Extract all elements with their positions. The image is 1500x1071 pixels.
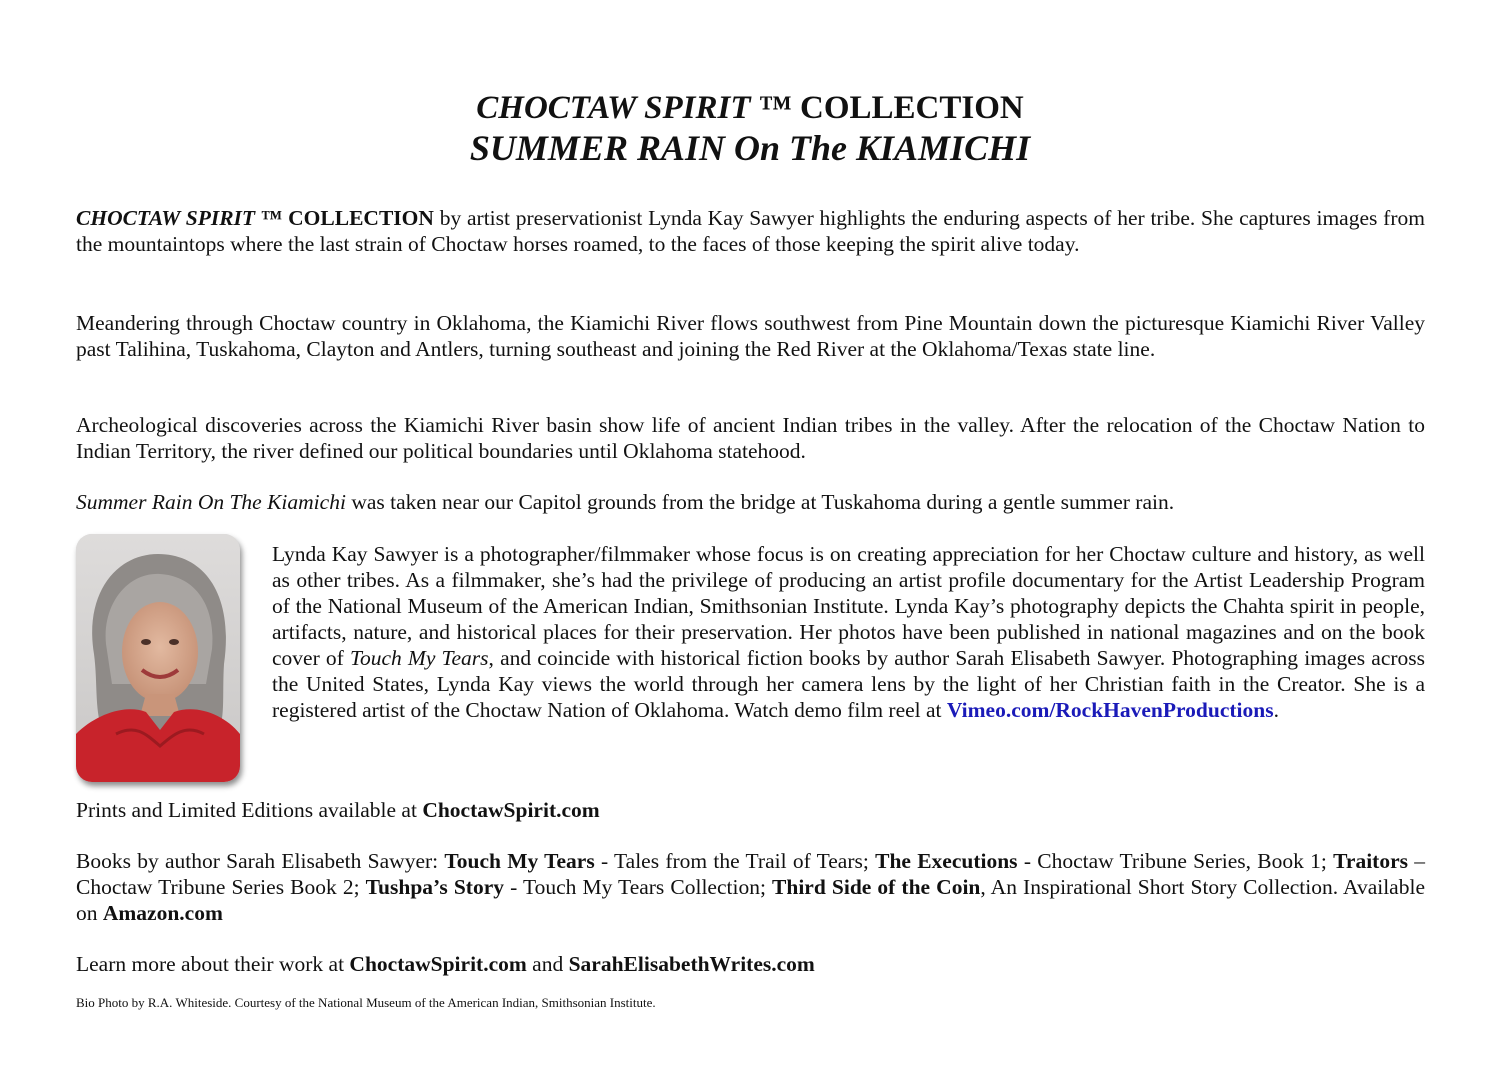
bio-portrait-photo <box>76 534 240 782</box>
vimeo-link[interactable]: Vimeo.com/RockHavenProductions <box>946 698 1274 722</box>
book-title: Traitors <box>1333 849 1408 873</box>
choctaw-spirit-link[interactable]: ChoctawSpirit.com <box>349 952 527 976</box>
title-line-2: SUMMER RAIN On The KIAMICHI <box>469 128 1031 168</box>
books-paragraph: Books by author Sarah Elisabeth Sawyer: Touch My Tears - Tales from the Trail of Tears; The Executions - Choctaw Tribune Series, Book 1; Traitors – Choctaw Tribune Series Book 2; Tushpa’s Story - Touch My Tears Collection; Third Side of the Coin, An Inspirational Short Story Collection. Available on Amazon.com <box>76 849 1426 925</box>
prints-paragraph: Prints and Limited Editions available at ChoctawSpirit.com <box>76 798 600 822</box>
sarah-elisabeth-writes-link[interactable]: SarahElisabethWrites.com <box>568 952 815 976</box>
collection-name: CHOCTAW SPIRIT ™ COLLECTION <box>76 206 434 230</box>
bio-paragraph: Lynda Kay Sawyer is a photographer/filmmaker whose focus is on creating appreciation for her Choctaw culture and history, as well as other tribes. As a filmmaker, she’s had the privilege of producing an artist profile documentary for the Artist Leadership Program of the National Museum of the American Indian, Smithsonian Institute. Lynda Kay’s photography depicts the Chahta spirit in people, artifacts, nature, and historical places for their preservation. Her photos have been published in national magazines and on the book cover of Touch My Tears, and coincide with historical fiction books by author Sarah Elisabeth Sawyer. Photographing images across the United States, Lynda Kay views the world through her camera lens by the light of her Christian faith in the Creator. She is a registered artist of the Choctaw Nation of Oklahoma. Watch demo film reel at Vimeo.com/RockHavenProductions. <box>272 542 1426 722</box>
choctaw-spirit-link[interactable]: ChoctawSpirit.com <box>422 798 600 822</box>
photo-caption-paragraph: Summer Rain On The Kiamichi was taken near our Capitol grounds from the bridge at Tuskahoma during a gentle summer rain. <box>76 490 1175 514</box>
intro-paragraph: CHOCTAW SPIRIT ™ COLLECTION by artist preservationist Lynda Kay Sawyer highlights the enduring aspects of her tribe. She captures images from the mountaintops where the last strain of Choctaw horses roamed, to the faces of those keeping the spirit alive today. <box>76 206 1425 256</box>
portrait-icon <box>76 534 240 782</box>
page-title <box>0 88 1500 168</box>
amazon-link[interactable]: Amazon.com <box>102 901 223 925</box>
book-title: The Executions <box>875 849 1018 873</box>
title-line-1: CHOCTAW SPIRIT ™ COLLECTION <box>476 90 1024 126</box>
photo-credit: Bio Photo by R.A. Whiteside. Courtesy of the National Museum of the American Indian, Smithsonian Institute. <box>76 995 656 1010</box>
book-title: Touch My Tears <box>444 849 595 873</box>
book-title: Third Side of the Coin <box>772 875 981 899</box>
archeology-paragraph: Archeological discoveries across the Kiamichi River basin show life of ancient Indian tribes in the valley. After the relocation of the Choctaw Nation to Indian Territory, the river defined our political boundaries until Oklahoma statehood. <box>76 413 1425 463</box>
river-paragraph: Meandering through Choctaw country in Oklahoma, the Kiamichi River flows southwest from Pine Mountain down the picturesque Kiamichi River Valley past Talihina, Tuskahoma, Clayton and Antlers, turning southeast and joining the Red River at the Oklahoma/Texas state line. <box>76 311 1425 361</box>
book-title: Tushpa’s Story <box>365 875 505 899</box>
learn-more-paragraph: Learn more about their work at ChoctawSpirit.com and SarahElisabethWrites.com <box>76 952 815 976</box>
